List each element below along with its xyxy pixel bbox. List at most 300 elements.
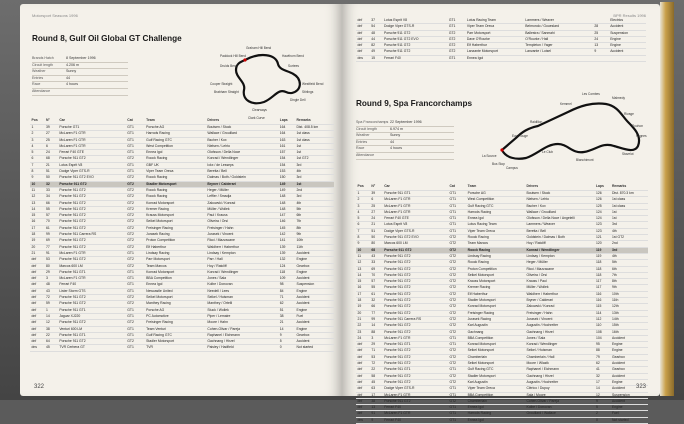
cell-car: Ferrari F40 GTE: [383, 216, 448, 222]
cell-pos: dnf: [356, 411, 370, 417]
left-page: [20, 4, 342, 396]
cell-laps: 164: [278, 131, 295, 137]
cell-team: Kremer Racing: [466, 285, 525, 291]
cell-pos: dns: [356, 417, 370, 423]
cell-laps: 28: [593, 24, 609, 30]
circuit-corner-label: Stirlings: [302, 90, 314, 94]
cell-no: 69: [44, 238, 57, 244]
cell-car: Porsche 911 GT2: [383, 310, 448, 316]
cell-laps: 2: [594, 411, 610, 417]
cell-team: Krauss Motorsport: [145, 213, 206, 219]
cell-pos: dnf: [356, 373, 370, 379]
cell-no: 9: [370, 417, 383, 423]
cell-no: 91: [44, 250, 57, 256]
cell-no: 66: [370, 304, 383, 310]
column-header-rem: Remarks: [295, 118, 334, 125]
cell-no: 22: [370, 367, 383, 373]
cell-no: 61: [370, 291, 383, 297]
cell-no: 53: [44, 257, 57, 263]
cell-drv: Hoy / Ratcliff: [525, 241, 595, 247]
cell-drv: Beretta / Bell: [206, 169, 278, 175]
cell-cat: GT2: [126, 320, 145, 326]
cell-laps: 126: [594, 197, 610, 203]
cell-cat: GT1: [126, 162, 145, 168]
cell-laps: 62: [278, 301, 295, 307]
info-value: Sunny: [390, 133, 401, 138]
cell-car: McLaren F1 GTR: [58, 143, 126, 149]
cell-laps: 139: [278, 244, 295, 250]
cell-car: Porsche 911 GT2: [58, 339, 126, 345]
cell-laps: 148: [278, 206, 295, 212]
info-row: [356, 146, 454, 153]
circuit-corner-label: Malmedy: [612, 96, 625, 100]
cell-car: McLaren F1 GTR: [383, 335, 448, 341]
cell-team: TVR: [145, 345, 206, 351]
circuit-corner-label: Bus Stop: [492, 162, 505, 166]
cell-team: Chamberlain: [466, 398, 525, 404]
cell-no: 70: [370, 272, 383, 278]
cell-cat: GT2: [448, 329, 466, 335]
cell-laps: 114: [594, 310, 610, 316]
left-table-body: [30, 125, 334, 352]
cell-rem: 8th: [610, 279, 648, 285]
circuit-corner-label: La Source: [482, 154, 497, 158]
cell-cat: GT1: [448, 228, 466, 234]
cell-cat: GT2: [126, 175, 145, 181]
cell-rem: Suspension: [609, 30, 646, 36]
cell-drv: Freisinger / Hahn: [206, 225, 278, 231]
cell-cat: GT2: [126, 194, 145, 200]
cell-laps: 125: [594, 203, 610, 209]
cell-team: Karl Augustin: [466, 323, 525, 329]
cell-laps: 79: [594, 354, 610, 360]
cell-rem: 16th: [610, 329, 648, 335]
cell-cat: GT2: [126, 238, 145, 244]
cell-team: Chamberlain: [466, 354, 525, 360]
info-key: Spa Francorchamps: [356, 120, 389, 124]
cell-drv: Clérico / Dupuy: [525, 386, 595, 392]
cell-rem: 13th: [610, 310, 648, 316]
cell-rem: 1st class: [610, 197, 648, 203]
cell-cat: GT1: [448, 197, 466, 203]
cell-pos: 2: [356, 197, 370, 203]
cell-pos: dnf: [30, 269, 44, 275]
cell-laps: 0: [278, 345, 295, 351]
cell-rem: 3rd: [610, 247, 648, 253]
cell-no: 82: [370, 43, 383, 49]
cell-car: Porsche 911 GT2: [383, 348, 448, 354]
column-header-pos: Pos: [356, 184, 370, 191]
info-row: [356, 153, 454, 160]
cell-rem: 1st: [295, 181, 334, 187]
cell-cat: GT1: [448, 209, 466, 215]
cell-team: Konrad Motorsport: [145, 200, 206, 206]
cell-team: Parr Motorsport: [465, 30, 523, 36]
cell-cat: GT2: [448, 291, 466, 297]
cell-cat: GT2: [448, 298, 466, 304]
cell-team: Parr Motorsport: [145, 257, 206, 263]
cell-laps: 161: [278, 143, 295, 149]
cell-drv: Kolbe / Donovan: [525, 405, 595, 411]
cell-car: McLaren F1 GTR: [58, 276, 126, 282]
cell-pos: 17: [356, 291, 370, 297]
cell-drv: Parr / Hall: [206, 257, 278, 263]
cell-no: 61: [44, 225, 57, 231]
cell-laps: 150: [278, 175, 295, 181]
cell-rem: Accident: [610, 361, 648, 367]
cell-pos: 12: [30, 194, 44, 200]
cell-no: 64: [44, 339, 57, 345]
cell-no: 3: [370, 335, 383, 341]
cell-pos: 12: [356, 260, 370, 266]
cell-rem: 1st class: [610, 203, 648, 209]
cell-cat: GT1: [448, 203, 466, 209]
cell-rem: 3rd: [295, 162, 334, 168]
info-key: Attendance: [32, 88, 51, 93]
cell-cat: GT2: [126, 244, 145, 250]
cell-no: 27: [370, 209, 383, 215]
cell-car: Jaguar XJ220: [58, 313, 126, 319]
cell-car: Porsche 911 GT2: [58, 244, 126, 250]
cell-rem: 6th: [295, 213, 334, 219]
cell-car: Porsche 911 GT2: [58, 295, 126, 301]
cell-pos: dnf: [356, 398, 370, 404]
cell-no: 25: [44, 137, 57, 143]
cell-cat: GT2: [448, 266, 466, 272]
cell-car: Lister Storm GTS: [58, 288, 126, 294]
cell-pos: 3: [356, 203, 370, 209]
cell-no: 21: [370, 222, 383, 228]
cell-rem: 9th: [610, 285, 648, 291]
cell-pos: dnf: [356, 24, 370, 30]
cell-rem: 2nd: [295, 187, 334, 193]
cell-laps: 126: [594, 191, 610, 197]
cell-laps: 116: [594, 291, 610, 297]
cell-team: Freisinger Racing: [145, 320, 206, 326]
cell-rem: Suspension: [610, 392, 648, 398]
cell-laps: 112: [594, 316, 610, 322]
cell-no: 21: [44, 162, 57, 168]
cell-laps: 32: [594, 373, 610, 379]
cell-pos: 18: [356, 298, 370, 304]
column-header-car: Car: [383, 184, 448, 191]
cell-cat: GT2: [126, 219, 145, 225]
cell-pos: dns: [356, 55, 370, 61]
cell-laps: 149: [278, 187, 295, 193]
circuit-corner-label: Rivage: [624, 112, 634, 116]
info-key: Circuit length: [356, 126, 377, 131]
cell-rem: 11th: [295, 244, 334, 250]
cell-cat: GT2: [126, 225, 145, 231]
cell-rem: 14th: [610, 316, 648, 322]
cell-laps: 142: [278, 232, 295, 238]
cell-laps: 98: [278, 282, 295, 288]
cell-rem: Engine: [295, 257, 334, 263]
cell-no: 72: [44, 295, 57, 301]
cell-drv: Konrad / Wendlinger: [206, 269, 278, 275]
cell-cat: GT1: [126, 125, 145, 131]
cell-laps: 121: [594, 235, 610, 241]
cell-car: Marcos 600 LM: [58, 263, 126, 269]
cell-car: Porsche 911 GT2: [383, 49, 448, 55]
info-row: [32, 89, 128, 96]
cell-cat: GT1: [447, 24, 465, 30]
cell-team: Seikel Motorsport: [466, 272, 525, 278]
cell-car: McLaren F1 GTR: [58, 250, 126, 256]
cell-laps: 119: [594, 247, 610, 253]
cell-car: Porsche 911 GT2: [383, 361, 448, 367]
cell-rem: 11th: [610, 298, 648, 304]
cell-rem: Dist. 408.5 km: [295, 125, 334, 131]
cell-laps: 148: [278, 194, 295, 200]
cell-cat: GT1: [126, 150, 145, 156]
cell-no: 88: [370, 329, 383, 335]
cell-pos: 4: [30, 143, 44, 149]
cell-team: Stadler Motorsport: [145, 181, 206, 187]
cell-car: Porsche 911 Carrera RS: [58, 232, 126, 238]
cell-pos: 11: [356, 253, 370, 259]
cell-no: 59: [44, 301, 57, 307]
cell-rem: Not started: [295, 345, 334, 351]
cell-pos: 16: [30, 219, 44, 225]
cell-cat: GT2: [448, 285, 466, 291]
cell-car: Venturi 600 LM: [58, 326, 126, 332]
cell-rem: Dist. 870.3 km: [610, 191, 648, 197]
cell-no: 22: [44, 332, 57, 338]
cell-car: Porsche 911 Carrera RS: [383, 316, 448, 322]
info-key: Race: [356, 146, 365, 151]
cell-pos: 20: [356, 310, 370, 316]
cell-team: Ennea Igol: [466, 405, 525, 411]
cell-laps: 139: [278, 250, 295, 256]
cell-car: Lotus Esprit V8: [58, 162, 126, 168]
cell-laps: 95: [594, 342, 610, 348]
cell-rem: Engine: [609, 36, 646, 42]
circuit-corner-label: Pouhon: [632, 124, 643, 128]
cell-pos: 19: [356, 304, 370, 310]
cell-car: McLaren F1 GTR: [58, 137, 126, 143]
cell-cat: GT1: [126, 276, 145, 282]
cell-laps: 163: [278, 137, 295, 143]
cell-car: Ferrari F40: [383, 417, 448, 423]
cell-no: 99: [44, 232, 57, 238]
cell-laps: 124: [594, 209, 610, 215]
cell-rem: Engine: [610, 405, 648, 411]
cell-team: Seikel Motorsport: [466, 348, 525, 354]
cell-laps: 153: [278, 169, 295, 175]
cell-pos: 22: [356, 323, 370, 329]
cell-laps: 12: [594, 392, 610, 398]
cell-car: Ferrari F40: [383, 405, 448, 411]
cell-no: 39: [44, 125, 57, 131]
left-race-info: [32, 56, 128, 96]
column-header-no: N°: [44, 118, 57, 125]
cell-car: Porsche 911 GT2: [58, 225, 126, 231]
info-key: Brands Hatch: [32, 56, 54, 60]
cell-cat: GT2: [448, 241, 466, 247]
cell-team: Jurasek Racing: [466, 316, 525, 322]
cell-drv: Templeton / Yager: [524, 43, 593, 49]
cell-pos: dnf: [30, 257, 44, 263]
cell-laps: 9: [593, 49, 609, 55]
cell-laps: 5: [278, 339, 295, 345]
cell-cat: GT2: [126, 156, 145, 162]
cell-pos: 14: [356, 272, 370, 278]
cell-team: Seikel Motorsport: [145, 295, 206, 301]
cell-drv: [525, 417, 595, 423]
cell-pos: 5: [356, 216, 370, 222]
book-page-edge: [660, 2, 674, 396]
cell-car: Porsche 911 GT1: [383, 191, 448, 197]
table-row: [356, 417, 648, 423]
cell-drv: Waldherr / Haberthur: [206, 244, 278, 250]
cell-team: Harrods Racing: [145, 131, 206, 137]
right-table-body: [356, 191, 648, 424]
cell-car: McLaren F1 GTR: [383, 197, 448, 203]
cell-laps: 88: [594, 348, 610, 354]
cell-car: Porsche 911 GT1: [58, 269, 126, 275]
cell-drv: Krauss / Paul: [525, 279, 595, 285]
cell-no: 72: [370, 361, 383, 367]
cell-no: 54: [370, 24, 383, 30]
cell-team: Konrad Motorsport: [145, 269, 206, 275]
cell-drv: Bryner / Calderari: [525, 298, 595, 304]
cell-team: Ennea Igol: [145, 282, 206, 288]
cell-laps: 117: [594, 285, 610, 291]
cell-car: TVR Cerbera GT: [58, 345, 126, 351]
cell-car: Porsche 911 GT2 EVO: [383, 235, 448, 241]
cell-team: BBA Competition: [466, 335, 525, 341]
cell-rem: Accident: [295, 250, 334, 256]
cell-rem: 1st GT2: [295, 156, 334, 162]
cell-rem: 1st GT2: [610, 235, 648, 241]
cell-rem: Accident: [295, 320, 334, 326]
cell-no: 17: [370, 392, 383, 398]
cell-car: Ferrari F40: [383, 55, 448, 61]
cell-team: Konrad Motorsport: [466, 342, 525, 348]
cell-laps: 117: [594, 279, 610, 285]
circuit-corner-label: Eau Rouge: [512, 134, 528, 138]
cell-laps: 71: [278, 295, 295, 301]
cell-car: Porsche 911 GT2 EVO: [383, 36, 448, 42]
cell-rem: Engine: [610, 348, 648, 354]
cell-drv: Seikel / Huisman: [525, 348, 595, 354]
cell-car: Porsche 911 GT1: [58, 332, 126, 338]
cell-rem: 1st: [610, 216, 648, 222]
cell-laps: 41: [594, 367, 610, 373]
cell-pos: dnf: [356, 18, 370, 24]
cell-car: Porsche 911 GT2: [58, 206, 126, 212]
cell-team: Roock Racing: [466, 247, 525, 253]
cell-car: McLaren F1 GTR: [58, 131, 126, 137]
cell-pos: 6: [30, 156, 44, 162]
cell-pos: 13: [30, 200, 44, 206]
cell-car: Porsche 911 GT2: [383, 266, 448, 272]
cell-drv: Goldstein / Dalmas / Both: [525, 235, 595, 241]
cell-pos: dnf: [356, 43, 370, 49]
cell-team: Kremer Racing: [145, 206, 206, 212]
cell-no: 55: [44, 206, 57, 212]
cell-no: 50: [44, 175, 57, 181]
cell-no: 77: [44, 244, 57, 250]
cell-no: 45: [44, 345, 57, 351]
cell-team: Gulf Racing GTC: [145, 137, 206, 143]
cell-pos: 21: [30, 250, 44, 256]
cell-rem: Accident: [295, 301, 334, 307]
cell-drv: Cohen-Olivar / Pareja: [525, 398, 595, 404]
cell-drv: Moore / Hahn: [206, 320, 278, 326]
cell-team: Stadler Motorsport: [466, 298, 525, 304]
cell-cat: GT1: [126, 282, 145, 288]
cell-drv: Sala / Moore: [525, 392, 595, 398]
cell-rem: Suspension: [295, 282, 334, 288]
cell-rem: 3rd: [610, 222, 648, 228]
cell-pos: dnf: [30, 276, 44, 282]
cell-rem: 1st: [295, 143, 334, 149]
circuit-corner-label: Cooper Straight: [210, 82, 233, 86]
right-folio: 323: [635, 384, 646, 390]
brands-hatch-circuit-map: [190, 42, 340, 122]
cell-rem: 10th: [295, 238, 334, 244]
cell-no: 34: [44, 194, 57, 200]
cell-pos: dnf: [30, 295, 44, 301]
cell-cat: GT1: [126, 326, 145, 332]
cell-car: Porsche 911 GT2: [383, 253, 448, 259]
right-results-table: [356, 184, 648, 424]
cell-drv: Freisinger / Hahn: [525, 310, 595, 316]
cell-car: Porsche 911 GT2: [383, 260, 448, 266]
cell-cat: GT2: [126, 263, 145, 269]
cell-rem: 5th: [610, 260, 648, 266]
cell-cat: GT2: [126, 232, 145, 238]
column-header-team: Team: [145, 118, 206, 125]
cell-cat: GT2: [126, 295, 145, 301]
cell-team: Elf Haberthur: [466, 291, 525, 297]
cell-team: Seikel Motorsport: [466, 361, 525, 367]
cell-team: Roock Racing: [145, 194, 206, 200]
cell-car: Porsche 911 GT2: [58, 257, 126, 263]
cell-no: 48: [370, 30, 383, 36]
cell-cat: GT1: [126, 269, 145, 275]
cell-drv: Olofsson / Della Noce / Angelelli: [525, 216, 595, 222]
cell-car: Porsche 911 GT2: [58, 238, 126, 244]
cell-drv: Ricci / Mazzacane: [525, 266, 595, 272]
cell-no: 57: [44, 213, 57, 219]
cell-team: Lotus Racing Team: [466, 222, 525, 228]
cell-rem: [609, 55, 646, 61]
cell-drv: Hoy / Ratcliff: [206, 263, 278, 269]
cell-car: Porsche 911 GT2: [58, 181, 126, 187]
info-row: [356, 133, 454, 140]
cell-car: Porsche GT1: [58, 125, 126, 131]
cell-rem: 8th: [295, 225, 334, 231]
cell-laps: 118: [278, 269, 295, 275]
info-value: 22 September 1996: [390, 120, 422, 124]
info-row: [32, 56, 128, 63]
cell-cat: GT2: [448, 304, 466, 310]
cell-cat: GT2: [448, 361, 466, 367]
cell-no: 38: [44, 326, 57, 332]
cell-rem: 4th: [610, 253, 648, 259]
cell-pos: dnf: [30, 320, 44, 326]
cell-no: 1: [44, 307, 57, 313]
cell-drv: Jurasek / Vincent: [525, 316, 595, 322]
cell-car: Porsche 911 GT1: [383, 342, 448, 348]
cell-cat: GT1: [448, 335, 466, 341]
info-row: [32, 69, 128, 76]
cell-drv: Lindsay / Kempton: [525, 253, 595, 259]
circuit-corner-label: Brabham Straight: [214, 90, 239, 94]
